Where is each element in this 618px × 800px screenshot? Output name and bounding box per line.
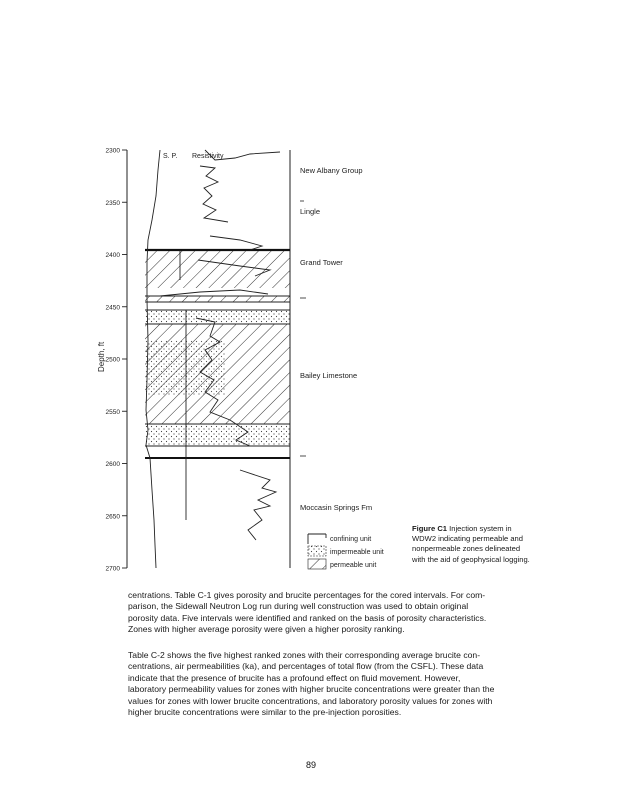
legend-label: permeable unit [330, 562, 377, 569]
formation-moccasin: Moccasin Springs Fm [300, 503, 373, 512]
depth-tick-label: 2550 [105, 408, 120, 416]
depth-tick-label: 2400 [105, 252, 120, 259]
legend [308, 534, 384, 569]
paragraph-line: Zones with higher average porosity were given a higher porosity ranking. [128, 624, 405, 635]
depth-tick-label: 2500 [105, 356, 120, 364]
page-number: 89 [306, 760, 317, 770]
depth-tick-label: 2700 [105, 565, 120, 573]
depth-axis-label: Depth, ft [97, 341, 106, 372]
formation-lingle: Lingle [300, 207, 321, 216]
paragraph-line: parison, the Sidewall Neutron Log run during well construction was used to obtain original [128, 601, 469, 612]
sp-label: S. P. [163, 153, 178, 160]
depth-axis [106, 148, 127, 573]
paragraph-line: higher brucite concentrations were similar to the pre-injection porosities. [128, 707, 402, 718]
legend-item-confining [308, 534, 371, 544]
body-paragraph-1 [128, 590, 564, 636]
legend-item-permeable [308, 559, 376, 569]
paragraph-line: centrations. Table C-1 gives porosity and brucite percentages for the cored intervals. For com- [128, 590, 486, 600]
paragraph-line: porosity data. Five intervals were identified and ranked on the basis of porosity characteristics. [128, 612, 487, 623]
figure-caption [412, 524, 572, 565]
caption-line: WDW2 indicating permeable and [412, 534, 524, 544]
paragraph-line: laboratory permeability values for zones with higher brucite concentrations were greater than the [128, 684, 495, 695]
paragraph-line: centrations, air permeabilities (ka), and percentages of total flow (from the CSFL). These data [128, 661, 484, 672]
body-paragraph-2 [128, 650, 564, 718]
legend-item-impermeable [308, 546, 384, 556]
formation-new-albany: New Albany Group [300, 166, 363, 175]
band-2450 [145, 296, 290, 302]
caption-line: Injection system in [449, 524, 512, 533]
caption-line: with the aid of geophysical logging. [412, 554, 530, 564]
depth-tick-label: 2650 [105, 513, 120, 521]
grand-tower-zone [145, 250, 290, 288]
formation-grand-tower: Grand Tower [300, 258, 343, 267]
caption-line: nonpermeable zones delineated [412, 544, 521, 554]
paragraph-line: Table C-2 shows the five highest ranked zones with their corresponding average brucite con- [128, 650, 481, 660]
legend-label: confining unit [330, 536, 372, 543]
paragraph-line: indicate that the presence of brucite has a profound effect on fluid movement. However, [128, 672, 461, 683]
formation-bailey: Bailey Limestone [300, 371, 358, 380]
depth-tick-label: 2300 [105, 147, 120, 155]
depth-tick-label: 2450 [105, 304, 120, 312]
legend-label: impermeable unit [330, 549, 384, 556]
depth-tick-label: 2350 [105, 199, 120, 207]
depth-tick-label: 2600 [105, 461, 120, 468]
formation-labels [300, 166, 372, 512]
paragraph-line: values for zones with lower brucite concentrations, and laboratory porosity values for zones with [128, 695, 493, 706]
caption-title: Figure C1 [412, 524, 448, 533]
resistivity-label: Resistivity [192, 153, 224, 160]
